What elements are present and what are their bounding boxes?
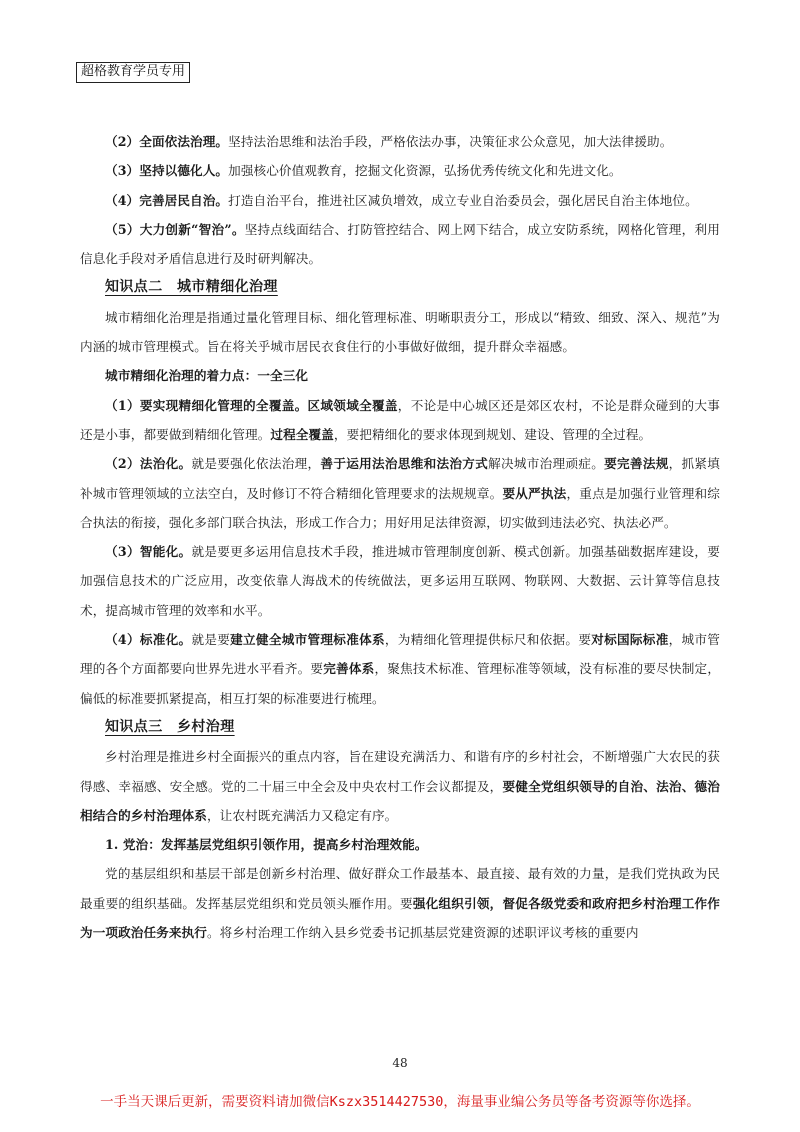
point-paragraph xyxy=(80,449,720,537)
item-num: （4） xyxy=(105,192,140,208)
item-num: （2） xyxy=(105,134,140,149)
point-bold: 对标国际标准 xyxy=(591,632,669,648)
item-num: （5） xyxy=(105,221,140,237)
point-bold: 区域领域全覆盖 xyxy=(307,397,398,413)
item-title: 大力创新“智治”。 xyxy=(139,221,245,237)
section-intro xyxy=(80,742,720,830)
point-paragraph xyxy=(80,625,720,713)
item-paragraph xyxy=(80,186,720,215)
section-intro: 城市精细化治理是指通过量化管理目标、细化管理标准、明晰职责分工，形成以“精致、细致、深入、规范”为内涵的城市管理模式。旨在将关乎城市居民衣食住行的小事做好做细，提升群众幸福感。 xyxy=(80,309,720,355)
body-bold: 强化组织引领，督促各级党委和政府把乡村治理工作作为一项政治任务来执行 xyxy=(80,895,720,941)
page-number: 48 xyxy=(392,1056,408,1070)
point-bold: 标准化。 xyxy=(139,632,192,648)
item-paragraph xyxy=(80,127,720,156)
section-title: 知识点二 城市精细化治理 xyxy=(105,279,278,296)
point-text: ，重点是加强行业管理和综合执法的衔接，强化多部门联合执法，形成工作合力；用好用足法律资源，切实做到违法必究、执法必严。 xyxy=(80,485,720,530)
item-text: 坚持点线面结合、打防管控结合、网上网下结合，成立安防系统，网格化管理，利用信息化手段对矛盾信息进行及时研判解决。 xyxy=(80,221,720,267)
point-text: ，要把精细化的要求体现到规划、建设、管理的全过程。 xyxy=(333,426,652,442)
sub-heading: 城市精细化治理的着力点：一全三化 xyxy=(105,368,309,384)
point-text: 就是要强化依法治理， xyxy=(191,456,321,472)
intro-bold: 要健全党组织领导的自治、法治、德治相结合的乡村治理体系 xyxy=(80,778,720,823)
sub-heading: 1. 党治：发挥基层党组织引领作用，提高乡村治理效能。 xyxy=(105,837,428,853)
body-paragraph xyxy=(80,859,720,947)
point-bold: 法治化。 xyxy=(139,456,192,472)
point-num: （4） xyxy=(105,632,140,648)
point-text: ，城市管理的各个方面都要向世界先进水平看齐。要 xyxy=(80,632,720,677)
point-text: 解决城市治理顽症。 xyxy=(488,456,605,472)
point-bold: 要实现精细化管理的全覆盖。 xyxy=(139,397,308,413)
point-num: （1） xyxy=(105,397,140,413)
item-text: 加强核心价值观教育，挖掘文化资源，弘扬优秀传统文化和先进文化。 xyxy=(228,163,622,179)
item-title: 全面依法治理。 xyxy=(139,134,229,149)
point-bold: 建立健全城市管理标准体系 xyxy=(230,632,385,648)
footer-note: 一手当天课后更新，需要资料请加微信Kszx3514427530，海量事业编公务员等备考资源等你选择。 xyxy=(100,1094,700,1110)
body-text: 党的基层组织和基层干部是创新乡村治理、做好群众工作最基本、最直接、最有效的力量，是我们党执政为民最重要的组织基础。发挥基层党组织和党员领头雁作用。要 xyxy=(80,866,720,911)
item-paragraph xyxy=(80,156,720,185)
header-label: 超格教育学员专用 xyxy=(76,62,190,83)
point-paragraph xyxy=(80,537,720,625)
point-num: （2） xyxy=(105,456,140,472)
point-bold: 智能化。 xyxy=(139,544,192,560)
item-text: 坚持法治思维和法治手段，严格依法办事，决策征求公众意见，加大法律援助。 xyxy=(228,134,673,149)
point-bold: 过程全覆盖 xyxy=(270,426,334,442)
point-text: ，不论是中心城区还是郊区农村，不论是群众碰到的大事还是小事，都要做到精细化管理。 xyxy=(80,397,720,442)
point-text: 就是要更多运用信息技术手段，推进城市管理制度创新、模式创新。加强基础数据库建设，要加强信息技术的广泛应用，改变依靠人海战术的传统做法，更多运用互联网、物联网、大数据、云计算等信息技术，提高城市管理的效率和水平。 xyxy=(80,544,720,618)
point-num: （3） xyxy=(105,544,140,560)
point-paragraph xyxy=(80,391,720,450)
point-bold: 完善体系 xyxy=(323,661,375,677)
page-content xyxy=(80,127,720,947)
section-title: 知识点三 乡村治理 xyxy=(105,718,235,735)
item-title: 坚持以德化人。 xyxy=(139,163,229,179)
intro-text: 乡村治理是推进乡村全面振兴的重点内容，旨在建设充满活力、和谐有序的乡村社会，不断增强广大农民的获得感、幸福感、安全感。党的二十届三中全会及中央农村工作会议都提及， xyxy=(80,749,720,794)
item-paragraph xyxy=(80,215,720,274)
body-text: 。将乡村治理工作纳入县乡党委书记抓基层党建资源的述职评议考核的重要内 xyxy=(206,925,639,941)
section-heading xyxy=(80,713,720,742)
item-title: 完善居民自治。 xyxy=(139,192,229,208)
section-heading xyxy=(80,273,720,302)
intro-text: ，让农村既充满活力又稳定有序。 xyxy=(206,807,398,823)
point-text: ，为精细化管理提供标尺和依据。要 xyxy=(384,632,592,648)
item-text: 打造自治平台，推进社区减负增效，成立专业自治委员会，强化居民自治主体地位。 xyxy=(228,192,698,208)
point-text: 就是要 xyxy=(191,632,231,648)
point-text: ，抓紧填补城市管理领域的立法空白，及时修订不符合精细化管理要求的法规规章。 xyxy=(80,456,721,501)
point-bold: 要完善法规 xyxy=(604,456,669,472)
item-num: （3） xyxy=(105,163,140,179)
point-bold: 要从严执法 xyxy=(502,485,567,501)
point-text: ，聚焦技术标准、管理标准等领域，没有标准的要尽快制定，偏低的标准要抓紧提高，相互打架的标准要进行梳理。 xyxy=(80,661,721,706)
point-bold: 善于运用法治思维和法治方式 xyxy=(320,456,489,472)
